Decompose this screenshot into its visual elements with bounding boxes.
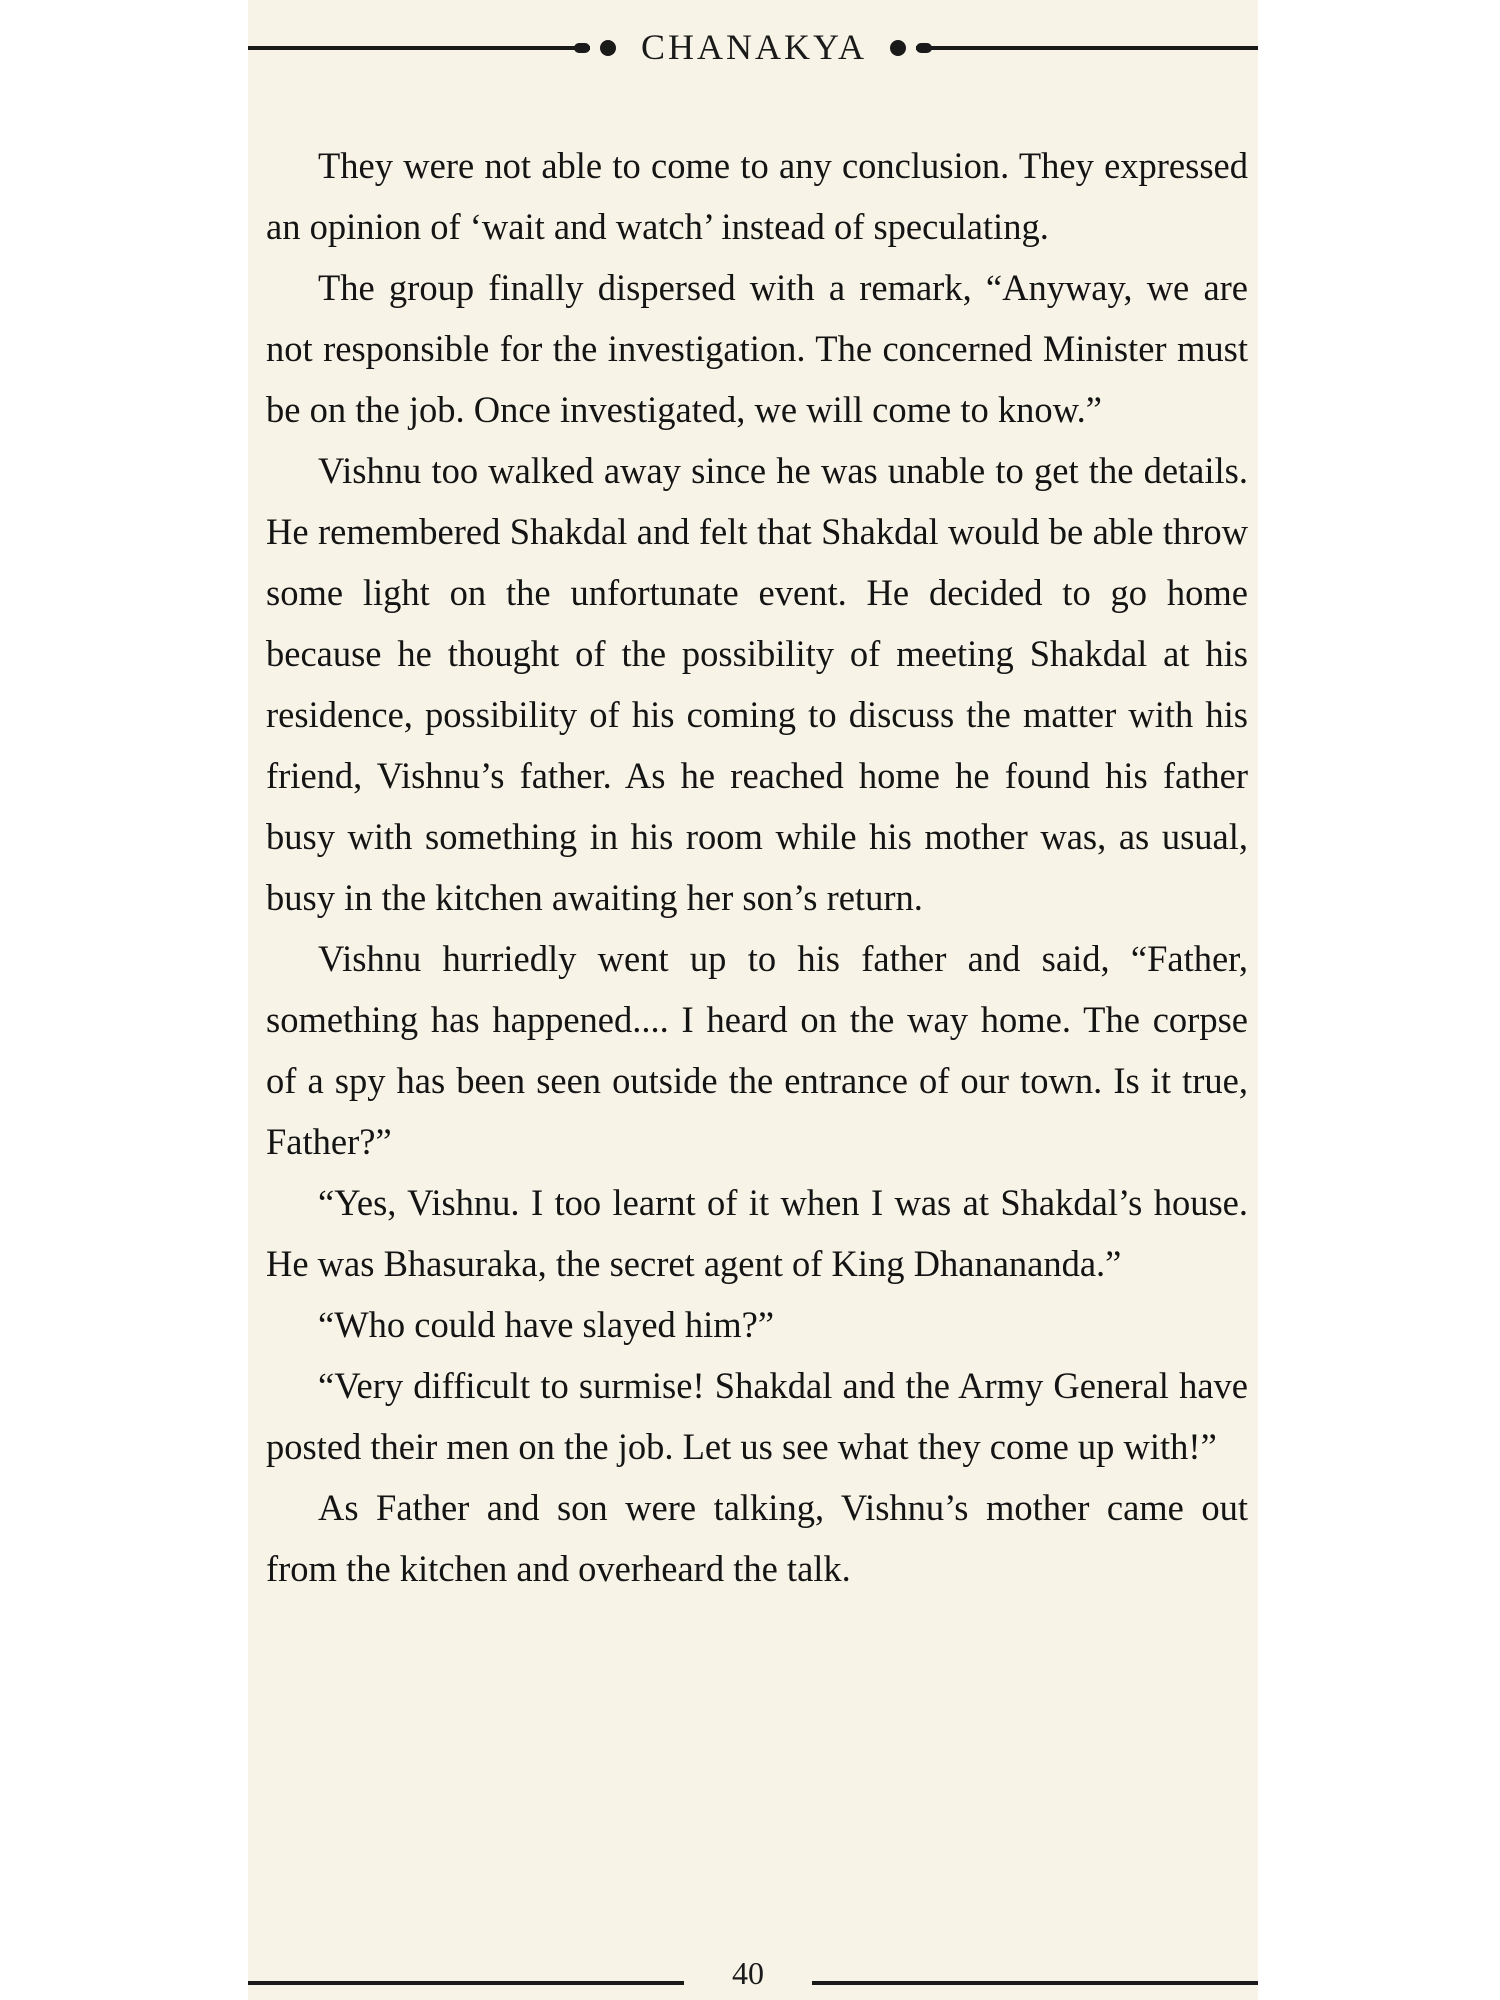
page-footer xyxy=(248,1955,1258,1995)
header-rule-right xyxy=(916,46,1258,50)
header-ornament-right xyxy=(890,40,906,56)
body-text xyxy=(266,135,1248,1599)
paragraph: As Father and son were talking, Vishnu’s mother came out from the kitchen and overheard the talk. xyxy=(266,1487,1248,1589)
footer-rule-left xyxy=(248,1981,684,1985)
paragraph: Vishnu hurriedly went up to his father and said, “Father, something has happened.... I heard on the way home. The corpse of a spy has been seen outside the entrance of our town. Is it true, Father?” xyxy=(266,938,1248,1162)
page-number: 40 xyxy=(732,1955,764,1991)
paragraph: The group finally dispersed with a remark, “Anyway, we are not responsible for the investigation. The concerned Minister must be on the job. Once investigated, we will come to know.” xyxy=(266,267,1248,430)
paragraph: They were not able to come to any conclusion. They expressed an opinion of ‘wait and watch’ instead of speculating. xyxy=(266,145,1248,247)
running-title: CHANAKYA xyxy=(640,27,867,67)
paragraph: “Very difficult to surmise! Shakdal and the Army General have posted their men on the job. Let us see what they come up with!” xyxy=(266,1365,1248,1467)
book-page xyxy=(248,0,1258,2000)
header-ornament-left xyxy=(600,40,616,56)
header-rule-left xyxy=(248,46,590,50)
paragraph: “Yes, Vishnu. I too learnt of it when I was at Shakdal’s house. He was Bhasuraka, the secret agent of King Dhanananda.” xyxy=(266,1182,1248,1284)
running-header xyxy=(248,22,1258,78)
paragraph: Vishnu too walked away since he was unable to get the details. He remembered Shakdal and felt that Shakdal would be able throw some light on the unfortunate event. He decided to go home because he thought of the possibility of meeting Shakdal at his residence, possibility of his coming to discuss the matter with his friend, Vishnu’s father. As he reached home he found his father busy with something in his room while his mother was, as usual, busy in the kitchen awaiting her son’s return. xyxy=(266,450,1248,918)
footer-rule-right xyxy=(812,1981,1258,1985)
paragraph: “Who could have slayed him?” xyxy=(318,1304,775,1345)
